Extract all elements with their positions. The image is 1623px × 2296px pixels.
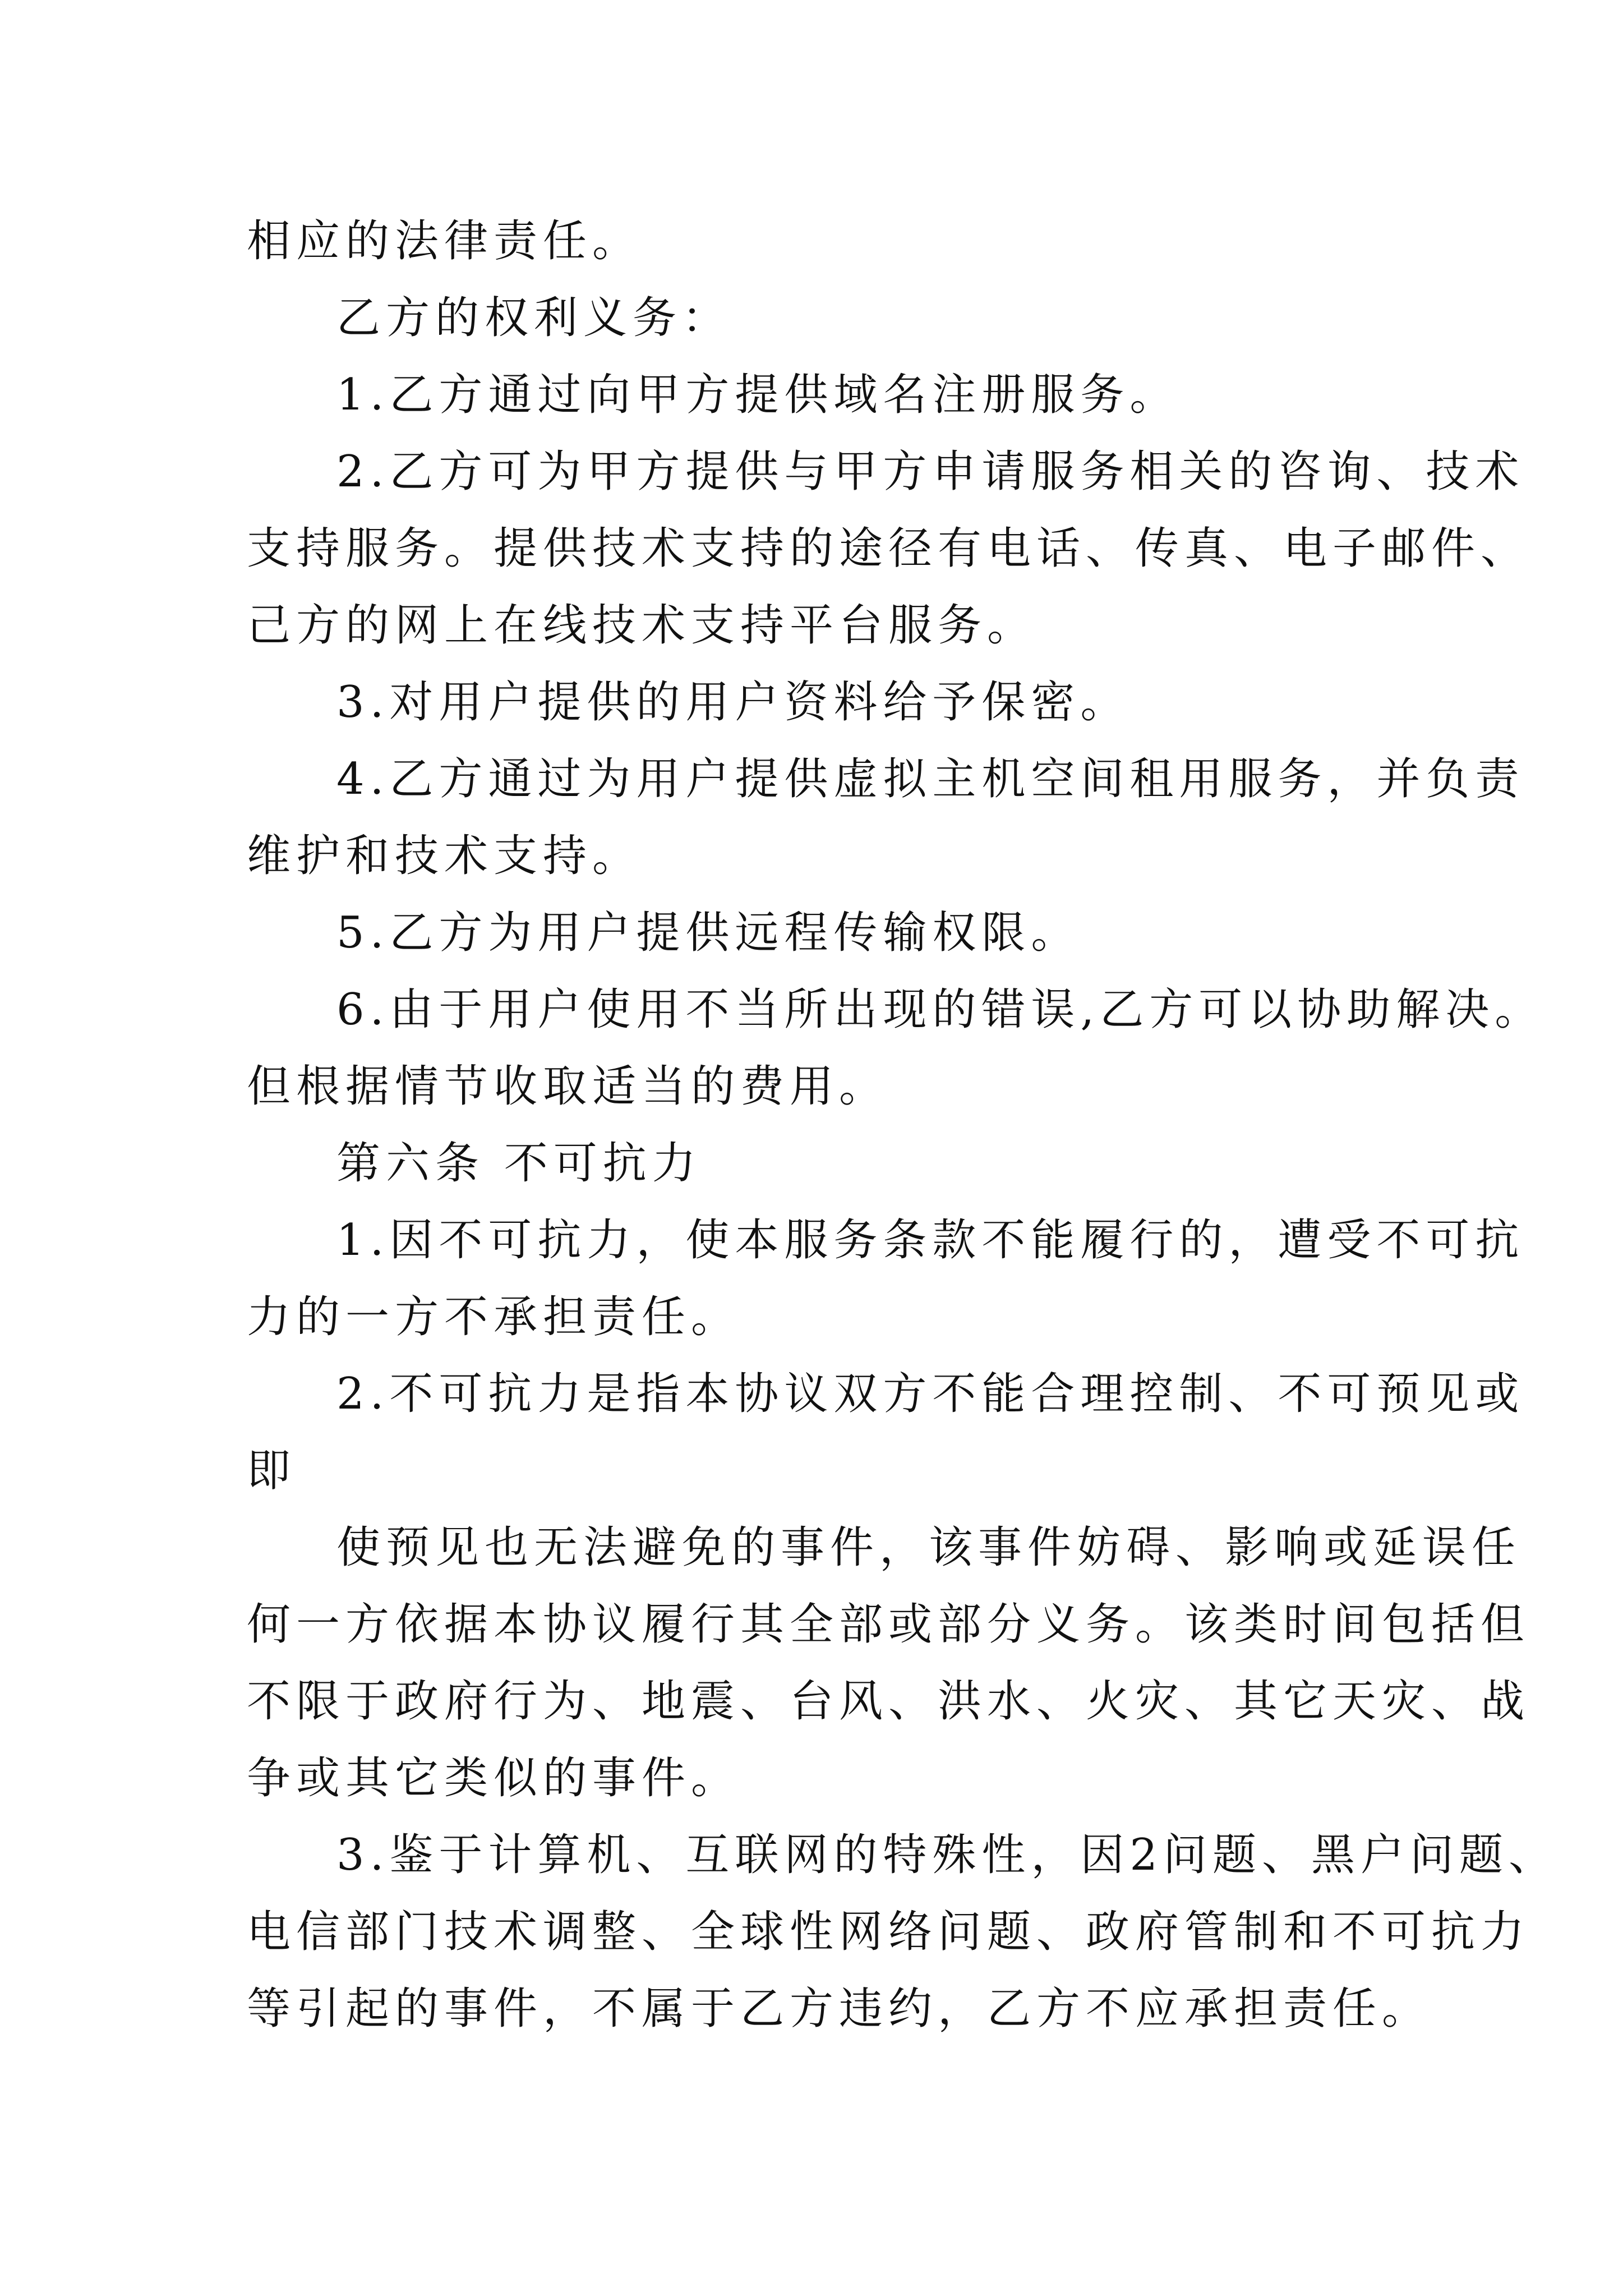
text-line: 维护和技术支持。 (247, 831, 642, 881)
text-line: 2.不可抗力是指本协议双方不能合理控制、不可预见或 (336, 1369, 1525, 1419)
text-line: 4.乙方通过为用户提供虚拟主机空间租用服务，并负责 (336, 754, 1525, 804)
text-line: 1.因不可抗力，使本服务条款不能履行的，遭受不可抗 (336, 1215, 1525, 1266)
text-line: 支持服务。提供技术支持的途径有电话、传真、电子邮件、 (247, 523, 1530, 574)
text-line: 争或其它类似的事件。 (247, 1753, 741, 1803)
text-line: 力的一方不承担责任。 (247, 1292, 741, 1342)
text-line: 3.鉴于计算机、互联网的特殊性，因2问题、黑户问题、 (336, 1830, 1559, 1880)
text-line: 3.对用户提供的用户资料给予保密。 (336, 677, 1130, 728)
section-heading: 乙方的权利义务： (336, 293, 732, 343)
text-line: 等引起的事件，不属于乙方违约，乙方不应承担责任。 (247, 1984, 1432, 2034)
text-line: 1.乙方通过向甲方提供域名注册服务。 (336, 370, 1179, 420)
text-line: 使预见也无法避免的事件，该事件妨碍、影响或延误任 (336, 1522, 1521, 1573)
text-line: 电信部门技术调整、全球性网络问题、政府管制和不可抗力 (247, 1907, 1530, 1957)
text-line: 不限于政府行为、地震、台风、洪水、火灾、其它天灾、战 (247, 1676, 1530, 1727)
text-line: 但根据情节收取适当的费用。 (247, 1061, 889, 1112)
text-line: 即 (247, 1446, 297, 1496)
text-line: 5.乙方为用户提供远程传输权限。 (336, 908, 1081, 958)
text-line: 何一方依据本协议履行其全部或部分义务。该类时间包括但 (247, 1599, 1530, 1650)
text-line: 己方的网上在线技术支持平台服务。 (247, 600, 1037, 651)
text-line: 相应的法律责任。 (247, 216, 642, 266)
text-line: 2.乙方可为甲方提供与甲方申请服务相关的咨询、技术 (336, 447, 1525, 497)
article-heading: 第六条 不可抗力 (336, 1138, 702, 1189)
text-line: 6.由于用户使用不当所出现的错误,乙方可以协助解决。 (336, 984, 1544, 1035)
